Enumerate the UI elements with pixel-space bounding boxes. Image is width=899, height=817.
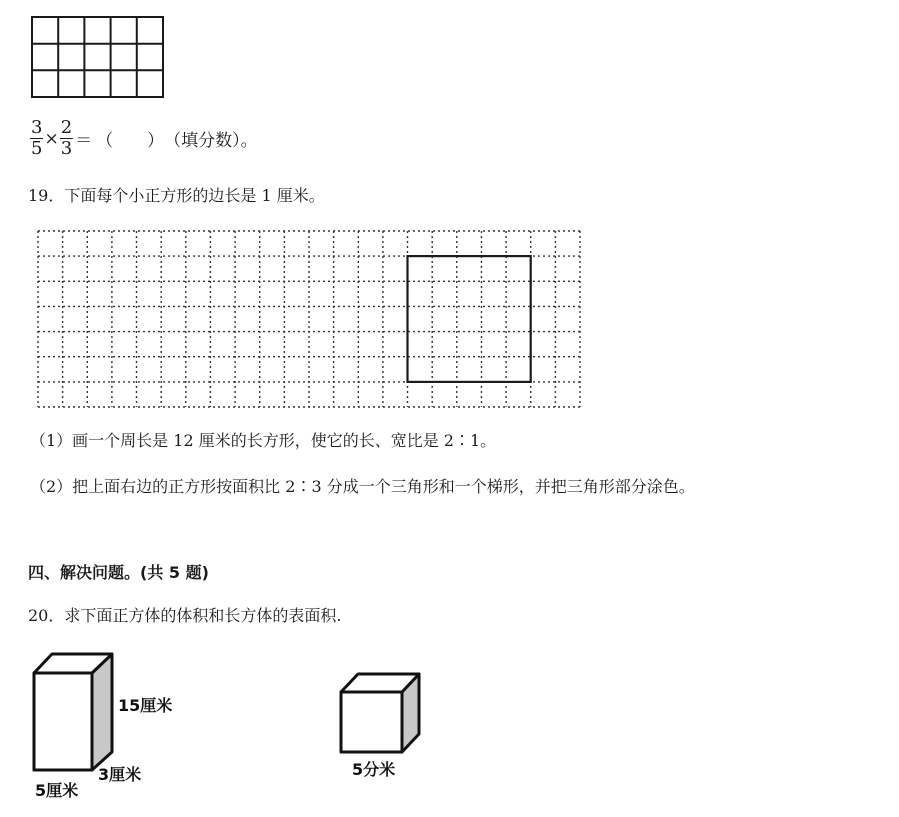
fill-fraction-note: （填分数）。 <box>164 131 258 151</box>
cube-edge-label: 5分米 <box>352 760 396 779</box>
question-19-part-2: （2）把上面右边的正方形按面积比 2∶3 分成一个三角形和一个梯形，并把三角形部分涂色。 <box>30 477 695 496</box>
dotted-grid-paper <box>36 229 584 411</box>
fraction-multiplication-expression <box>30 118 258 159</box>
fraction-3-5: $\frac{3}{5}$ <box>31 117 43 159</box>
answer-blank[interactable]: （ ） <box>96 131 165 151</box>
question-19-part-1: （1）画一个周长是 12 厘米的长方形，使它的长、宽比是 2∶1。 <box>30 431 497 450</box>
given-square <box>408 256 531 382</box>
times-sign: × <box>44 128 59 149</box>
cuboid-figure <box>30 650 120 776</box>
question-19-stem: 19．下面每个小正方形的边长是 1 厘米。 <box>28 186 325 205</box>
question-20-stem: 20．求下面正方体的体积和长方体的表面积. <box>28 606 342 625</box>
section-heading: 四、解决问题。(共 5 题) <box>28 563 209 582</box>
cube-figure <box>337 670 425 758</box>
cuboid-height-label: 15厘米 <box>118 696 173 715</box>
cuboid-width-label: 5厘米 <box>35 781 79 800</box>
equals-sign: ＝ <box>75 131 93 151</box>
cuboid-depth-label: 3厘米 <box>98 765 142 784</box>
fraction-grid-5x3 <box>30 15 166 100</box>
fraction-2-3: $\frac{2}{3}$ <box>60 117 73 159</box>
